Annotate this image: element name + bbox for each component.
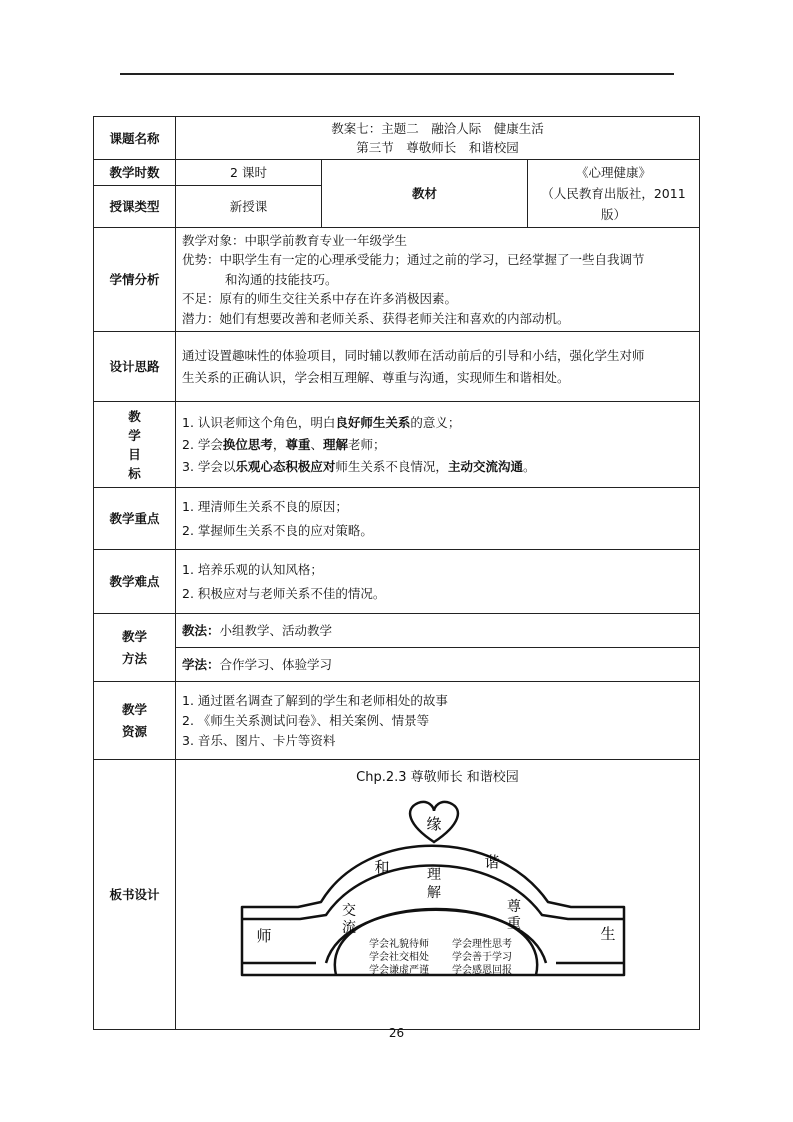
left-note-1: 学会礼貌待师 (369, 939, 429, 950)
design-line-1: 通过设置趣味性的体验项目，同时辅以教师在活动前后的引导和小结，强化学生对师 (182, 347, 645, 363)
goal-1-bold: 良好师生关系 (335, 414, 411, 430)
left-note-3: 学会谦虚严谨 (369, 965, 429, 976)
arch-label-xie: 谐 (484, 853, 500, 871)
textbook-value (528, 160, 700, 228)
goal-1-text-c: 的意义； (410, 414, 461, 430)
teach-method-label: 教法： (182, 623, 220, 638)
goal-3-bold-1: 乐观心态积极应对 (235, 458, 336, 474)
board-label: 板书设计 (94, 760, 176, 1030)
teach-method-value: 小组教学、活动教学 (219, 623, 333, 638)
goal-2-bold-1: 换位思考 (222, 436, 273, 452)
goals-label-3: 目 (128, 446, 141, 462)
key-point-1: 1. 理清师生关系不良的原因； (182, 498, 348, 514)
page-number: 26 (388, 1026, 405, 1040)
goal-3-bold-2: 主动交流沟通 (447, 458, 523, 474)
board-title: Chp.2.3 尊敬师长 和谐校园 (356, 770, 519, 785)
lesson-type-value: 新授课 (176, 185, 322, 228)
analysis-line-1: 教学对象：中职学前教育专业一年级学生 (182, 232, 408, 248)
difficulties-label: 教学难点 (94, 550, 176, 614)
row-key-points (94, 488, 700, 550)
resource-1: 1. 通过匿名调查了解到的学生和老师相处的故事 (182, 692, 448, 708)
textbook-line-2: （人民教育出版社，2011 (541, 186, 686, 201)
board-design (176, 760, 700, 1030)
goal-2-text-c: ， (272, 436, 286, 452)
analysis-line-4: 不足：原有的师生交往关系中存在许多消极因素。 (182, 291, 458, 307)
goals-label-1: 教 (128, 408, 141, 424)
analysis-label: 学情分析 (94, 228, 176, 332)
methods-label (94, 614, 176, 682)
resources-label (94, 682, 176, 760)
row-resources (94, 682, 700, 760)
teach-method (176, 614, 700, 648)
resources-label-1: 教学 (121, 701, 147, 717)
goal-2-text-e: 、 (310, 436, 323, 452)
goal-3 (182, 456, 693, 478)
resources-label-2: 资源 (121, 723, 147, 739)
right-label-zun: 尊 (507, 899, 521, 915)
goal-3-text-a: 3. 学会以 (182, 458, 236, 474)
goal-2-bold-2: 尊重 (285, 436, 311, 452)
course-title-label: 课题名称 (94, 117, 176, 160)
analysis-value (176, 228, 700, 332)
goals-label-4: 标 (128, 465, 141, 481)
goal-3-text-e: 。 (522, 458, 536, 474)
row-methods-learn (94, 648, 700, 682)
design-line-2: 生关系的正确认识，学会相互理解、尊重与沟通，实现师生和谐相处。 (182, 369, 570, 385)
course-title-line-2: 第三节 尊敬师长 和谐校园 (356, 140, 519, 155)
mid-label-jie: 解 (427, 885, 441, 901)
goal-2-bold-3: 理解 (322, 436, 348, 452)
difficulty-1: 1. 培养乐观的认知风格； (182, 561, 323, 577)
key-points-label: 教学重点 (94, 488, 176, 550)
methods-label-2: 方法 (121, 650, 147, 666)
left-end-label: 师 (256, 927, 272, 945)
analysis-line-2: 优势：中职学生有一定的心理承受能力；通过之前的学习，已经掌握了一些自我调节 (182, 252, 645, 268)
row-difficulties (94, 550, 700, 614)
row-course-title (94, 117, 700, 160)
left-label-jiao: 交 (342, 903, 356, 919)
row-design (94, 332, 700, 402)
goal-2-text-g: 老师； (347, 436, 386, 452)
heart-label: 缘 (426, 815, 442, 833)
design-label: 设计思路 (94, 332, 176, 402)
key-points-value (176, 488, 700, 550)
analysis-line-3: 和沟通的技能技巧。 (225, 271, 338, 287)
board-diagram (176, 787, 696, 1023)
difficulties-value (176, 550, 700, 614)
hours-value: 2 课时 (176, 160, 322, 186)
resources-value (176, 682, 700, 760)
goal-2-text-a: 2. 学会 (182, 436, 223, 452)
header-rule (120, 73, 674, 75)
row-hours (94, 160, 700, 186)
resource-2: 2. 《师生关系测试问卷》、相关案例、情景等 (182, 712, 430, 728)
right-label-zhong: 重 (507, 916, 521, 932)
learn-method-value: 合作学习、体验学习 (219, 657, 333, 672)
hours-label: 教学时数 (94, 160, 176, 186)
right-note-3: 学会感恩回报 (452, 965, 512, 976)
textbook-label: 教材 (322, 160, 528, 228)
mid-label-li: 理 (427, 867, 441, 883)
goals-label-2: 学 (128, 427, 141, 443)
textbook-line-1: 《心理健康》 (575, 165, 651, 180)
right-note-1: 学会理性思考 (452, 939, 512, 950)
goal-3-text-c: 师生关系不良情况， (335, 458, 448, 474)
course-title-value (176, 117, 700, 160)
learn-method (176, 648, 700, 682)
textbook-line-3: 版） (600, 207, 626, 222)
methods-label-1: 教学 (121, 628, 147, 644)
left-label-liu: 流 (342, 920, 356, 936)
course-title-line-1: 教案七：主题二 融洽人际 健康生活 (331, 121, 544, 136)
key-point-2: 2. 掌握师生关系不良的应对策略。 (182, 522, 373, 538)
row-methods-teach (94, 614, 700, 648)
lesson-type-label: 授课类型 (94, 185, 176, 228)
lesson-plan-table (93, 116, 700, 1030)
goal-1 (182, 412, 693, 434)
design-value (176, 332, 700, 402)
goal-1-text-a: 1. 认识老师这个角色，明白 (182, 414, 336, 430)
difficulty-2: 2. 积极应对与老师关系不佳的情况。 (182, 585, 386, 601)
right-note-2: 学会善于学习 (452, 952, 512, 963)
analysis-line-5: 潜力：她们有想要改善和老师关系、获得老师关注和喜欢的内部动机。 (182, 310, 570, 326)
goals-label (94, 402, 176, 488)
row-goals (94, 402, 700, 488)
arch-label-he: 和 (374, 858, 390, 876)
row-board (94, 760, 700, 1030)
goal-2 (182, 434, 693, 456)
left-note-2: 学会社交相处 (369, 952, 429, 963)
row-analysis (94, 228, 700, 332)
goals-value (176, 402, 700, 488)
right-end-label: 生 (600, 925, 616, 943)
learn-method-label: 学法： (182, 657, 220, 672)
resource-3: 3. 音乐、图片、卡片等资料 (182, 732, 336, 748)
